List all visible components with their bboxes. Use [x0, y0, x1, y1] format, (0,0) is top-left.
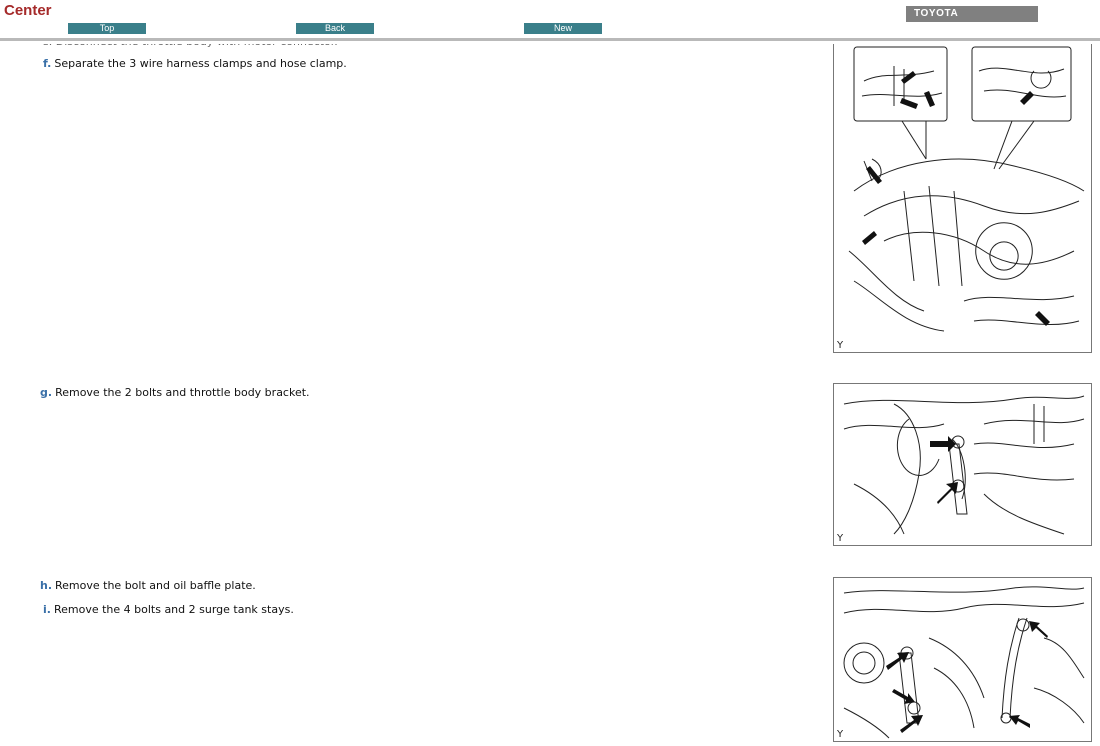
top-button[interactable]: Top	[68, 23, 146, 34]
step-g-text: Remove the 2 bolts and throttle body bracket.	[55, 386, 310, 399]
figure-surge-tank-stays[interactable]	[833, 577, 1092, 742]
brand-badge	[906, 6, 1038, 22]
step-i	[43, 603, 294, 616]
engine-illustration-2	[834, 384, 1091, 545]
step-h-text: Remove the bolt and oil baffle plate.	[55, 579, 256, 592]
engine-illustration-3	[834, 578, 1091, 741]
step-h	[40, 579, 256, 592]
step-i-text: Remove the 4 bolts and 2 surge tank stays.	[53, 603, 294, 616]
step-g	[40, 386, 310, 399]
figure-label: Y	[837, 533, 844, 544]
step-f	[43, 57, 347, 70]
step-f-text: Separate the 3 wire harness clamps and hose clamp.	[54, 57, 347, 70]
figure-label: Y	[837, 340, 844, 351]
back-button[interactable]: Back	[296, 23, 374, 34]
figure-label: Y	[837, 729, 844, 740]
header-bar	[0, 0, 1100, 44]
step-i-label: i.	[43, 603, 51, 616]
header-divider	[0, 38, 1100, 41]
figure-wire-harness-clamps[interactable]	[833, 40, 1092, 353]
figure-throttle-body-bracket[interactable]	[833, 383, 1092, 546]
step-f-label: f.	[43, 57, 52, 70]
page-title: Center	[4, 2, 52, 19]
brand-name: TOYOTA	[914, 8, 959, 19]
step-g-label: g.	[40, 386, 53, 399]
step-h-label: h.	[40, 579, 53, 592]
new-button[interactable]: New	[524, 23, 602, 34]
engine-illustration-1	[834, 41, 1091, 352]
